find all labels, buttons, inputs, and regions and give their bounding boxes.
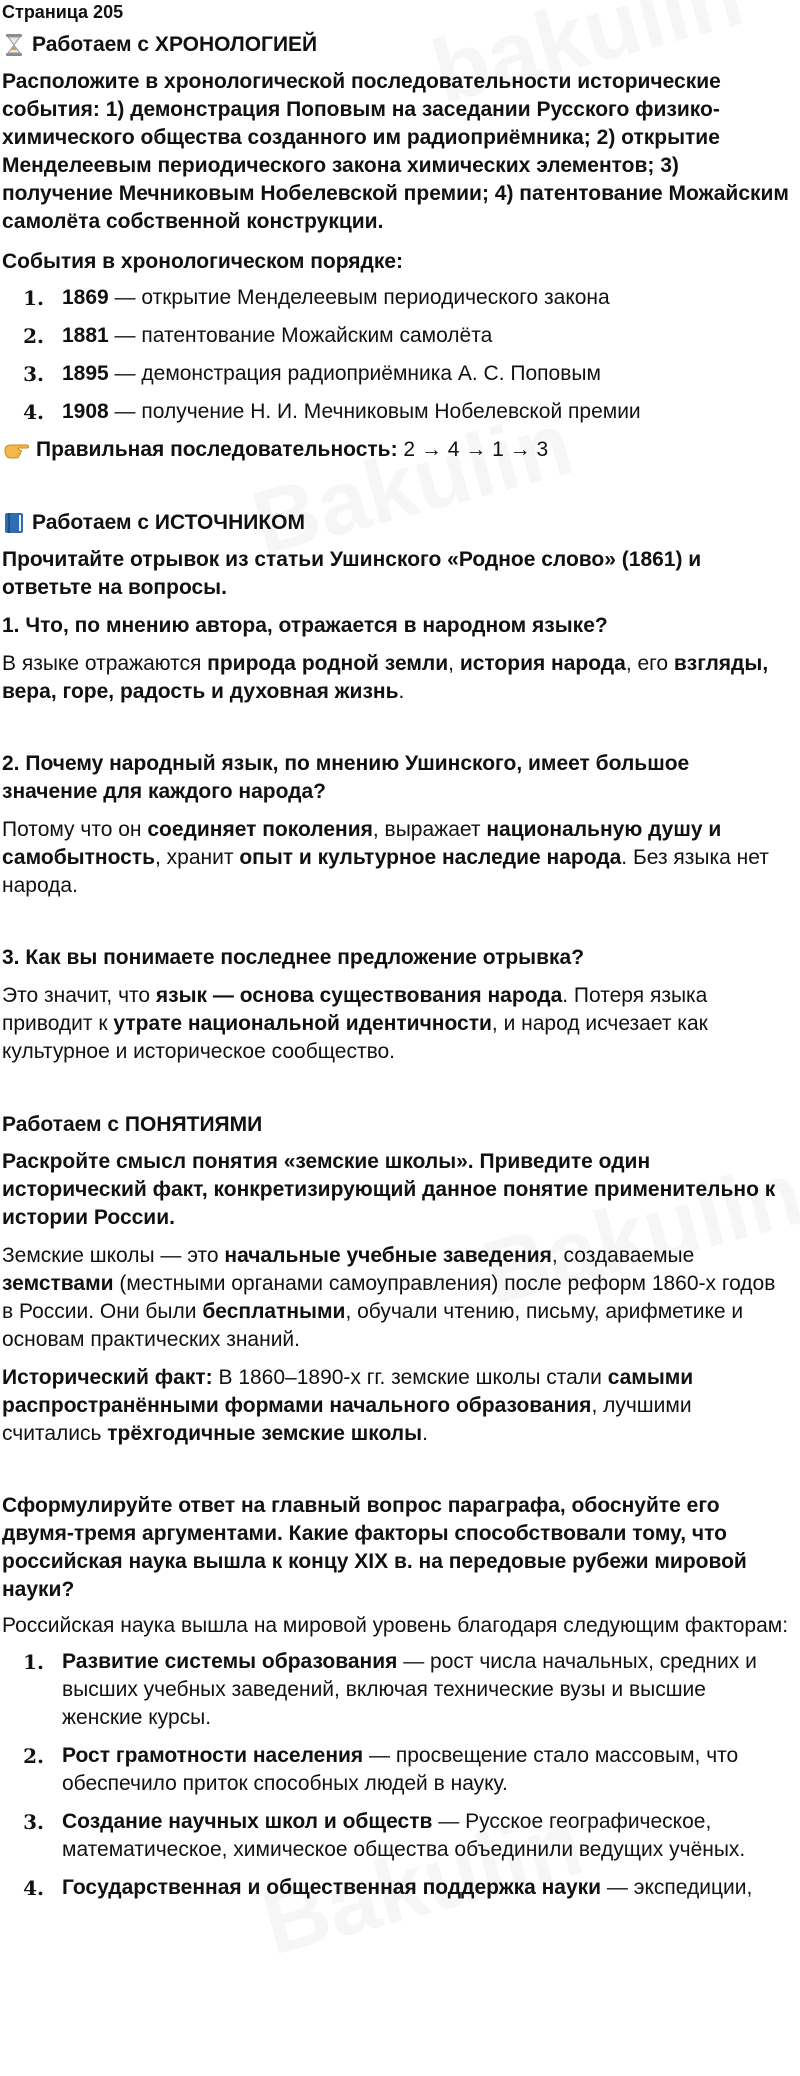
event-year: 1869 — [62, 286, 109, 309]
question-2: 2. Почему народный язык, по мнению Ушинского, имеет большое значение для каждого народа? — [2, 752, 690, 803]
concepts-task: Раскройте смысл понятия «земские школы». Приведите один исторический факт, конкретизирующий данное понятие применительно к истории России. — [2, 1150, 776, 1229]
main-question-task: Сформулируйте ответ на главный вопрос параграфа, обоснуйте его двумя-тремя аргументами. Какие факторы способствовали тому, что российская наука вышла к концу XIX в. на передовые рубежи мировой науки? — [2, 1494, 747, 1601]
event-text: — патентование Можайским самолёта — [108, 324, 493, 347]
list-number: 4. — [23, 400, 44, 424]
factor-head: Создание научных школ и обществ — [62, 1810, 433, 1833]
source-task: Прочитайте отрывок из статьи Ушинского «Родное слово» (1861) и ответьте на вопросы. — [2, 548, 702, 599]
chronology-list — [2, 284, 790, 426]
factor-text: — просвещение стало массовым, что обеспечило приток способных людей в науку. — [62, 1744, 739, 1795]
list-item — [2, 1874, 790, 1902]
historical-fact: Исторический факт: В 1860–1890-х гг. земские школы стали самыми распространёнными формами начального образования, лучшими считались трёхгодичные земские школы. — [2, 1366, 694, 1445]
event-text: — открытие Менделеевым периодического закона — [108, 286, 610, 309]
list-item — [2, 360, 790, 388]
pointing-hand-icon — [2, 438, 32, 462]
event-text: — демонстрация радиоприёмника А. С. Поповым — [108, 362, 601, 385]
factor-head: Развитие системы образования — [62, 1650, 398, 1673]
book-icon — [2, 511, 26, 535]
list-number: 3. — [23, 1810, 44, 1834]
list-number: 1. — [23, 286, 44, 310]
answer-1: В языке отражаются природа родной земли, история народа, его взгляды, вера, горе, радость и духовная жизнь. — [2, 652, 769, 703]
hourglass-icon — [2, 33, 26, 57]
factor-head: Рост грамотности населения — [62, 1744, 364, 1767]
list-number: 3. — [23, 362, 44, 386]
list-number: 2. — [23, 1744, 44, 1768]
list-item — [2, 284, 790, 312]
chronology-ordered-heading: События в хронологическом порядке: — [2, 250, 404, 273]
page-number: Страница 205 — [2, 2, 124, 22]
section-title-concepts — [2, 1110, 790, 1140]
chronology-task: Расположите в хронологической последовательности исторические события: 1) демонстрация Поповым на заседании Русского физико-химического общества созданного им радиоприёмника; 2) открытие Менделеевым периодического закона химических элементов; 3) получение Мечниковым Нобелевской премии; 4) патентование Можайским самолёта собственной конструкции. — [2, 70, 789, 233]
answer-label: Правильная последовательность: — [36, 438, 398, 461]
concept-definition: Земские школы — это начальные учебные заведения, создаваемые земствами (местными органами самоуправления) после реформ 1860-х годов в России. Они были бесплатными, обучали чтению, письму, арифметике и основам практических знаний. — [2, 1244, 776, 1351]
factor-text: — рост числа начальных, средних и высших учебных заведений, включая технические вузы и высшие женские курсы. — [62, 1650, 757, 1729]
question-1: 1. Что, по мнению автора, отражается в народном языке? — [2, 614, 608, 637]
list-number: 1. — [23, 1650, 44, 1674]
list-item — [2, 398, 790, 426]
list-number: 2. — [23, 324, 44, 348]
section-title-text: Работаем с ПОНЯТИЯМИ — [2, 1113, 263, 1136]
factor-text: — Русское географическое, математическое, химическое общества объединили ведущих учёных. — [62, 1810, 746, 1861]
factor-text: — экспедиции, — [601, 1876, 753, 1899]
chronology-answer — [2, 436, 790, 464]
list-item — [2, 1742, 790, 1798]
section-title-source — [2, 508, 790, 538]
answer-value: 2 → 4 → 1 → 3 — [397, 438, 549, 461]
list-item — [2, 1808, 790, 1864]
factors-list — [2, 1648, 790, 1902]
event-year: 1908 — [62, 400, 109, 423]
answer-3: Это значит, что язык — основа существования народа. Потеря языка приводит к утрате национальной идентичности, и народ исчезает как культурное и историческое сообщество. — [2, 984, 708, 1063]
section-title-text: Работаем с ИСТОЧНИКОМ — [32, 511, 305, 534]
answer-2: Потому что он соединяет поколения, выражает национальную душу и самобытность, хранит опыт и культурное наследие народа. Без языка нет народа. — [2, 818, 769, 897]
section-title-chronology — [2, 30, 790, 60]
factor-head: Государственная и общественная поддержка науки — [62, 1876, 602, 1899]
main-question-intro: Российская наука вышла на мировой уровень благодаря следующим факторам: — [2, 1614, 789, 1637]
event-year: 1895 — [62, 362, 109, 385]
event-text: — получение Н. И. Мечниковым Нобелевской премии — [108, 400, 641, 423]
question-3: 3. Как вы понимаете последнее предложение отрывка? — [2, 946, 585, 969]
list-item — [2, 1648, 790, 1732]
list-item — [2, 322, 790, 350]
section-title-text: Работаем с ХРОНОЛОГИЕЙ — [32, 33, 318, 56]
event-year: 1881 — [62, 324, 109, 347]
list-number: 4. — [23, 1876, 44, 1900]
